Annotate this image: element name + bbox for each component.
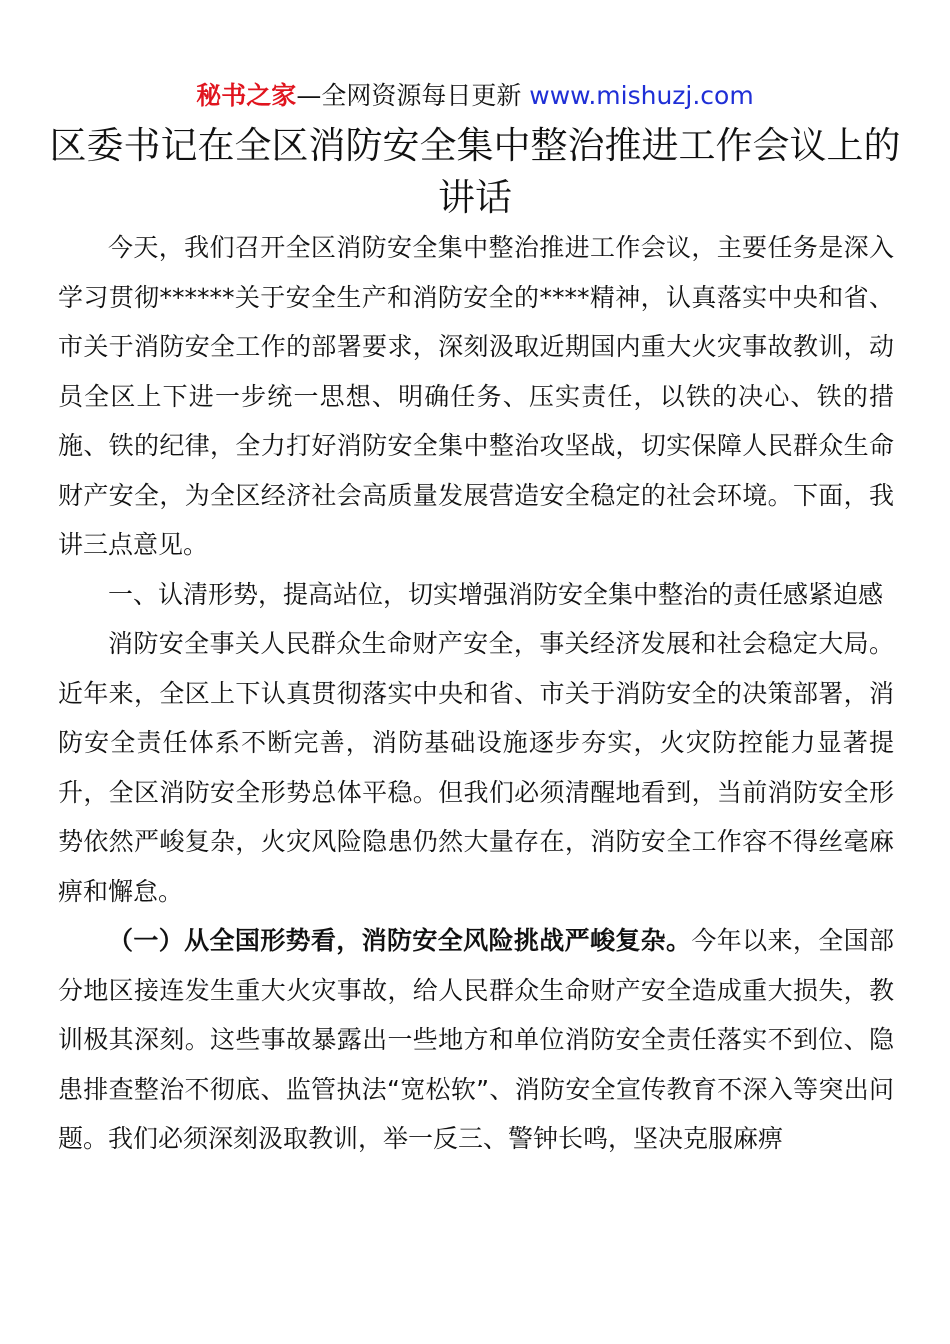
brand-name: 秘书之家 [196, 81, 297, 110]
site-url[interactable]: www.mishuzj.com [529, 81, 754, 110]
site-banner [0, 78, 950, 114]
paragraph-lead: （一）从全国形势看，消防安全风险挑战严峻复杂。 [108, 926, 692, 955]
paragraph-situation [58, 619, 894, 916]
paragraph-text: 今天，我们召开全区消防安全集中整治推进工作会议，主要任务是深入学习贯彻******关于安全生产和消防安全的****精神，认真落实中央和省、市关于消防安全工作的部署要求，深刻汲取近期国内重大火灾事故教训，动员全区上下进一步统一思想、明确任务、压实责任，以铁的决心、铁的措施、铁的纪律，全力打好消防安全集中整治攻坚战，切实保障人民群众生命财产安全，为全区经济社会高质量发展营造安全稳定的社会环境。下面，我讲三点意见。 [58, 233, 894, 559]
paragraph-text: 今年以来，全国部分地区接连发生重大火灾事故，给人民群众生命财产安全造成重大损失，教训极其深刻。这些事故暴露出一些地方和单位消防安全责任落实不到位、隐患排查整治不彻底、监管执法“宽松软”、消防安全宣传教育不深入等突出问题。我们必须深刻汲取教训，举一反三、警钟长鸣，坚决克服麻痹 [58, 926, 894, 1153]
section-heading-1 [58, 570, 894, 620]
document-title: 区委书记在全区消防安全集中整治推进工作会议上的讲话 [49, 124, 901, 219]
paragraph-intro [58, 223, 894, 570]
paragraph-text: 一、认清形势，提高站位，切实增强消防安全集中整治的责任感紧迫感 [108, 579, 884, 609]
paragraph-text: 消防安全事关人民群众生命财产安全，事关经济发展和社会稳定大局。近年来，全区上下认真贯彻落实中央和省、市关于消防安全的决策部署，消防安全责任体系不断完善，消防基础设施逐步夯实，火灾防控能力显著提升，全区消防安全形势总体平稳。但我们必须清醒地看到，当前消防安全形势依然严峻复杂，火灾风险隐患仍然大量存在，消防安全工作容不得丝毫麻痹和懈怠。 [58, 629, 894, 906]
document-body [58, 223, 894, 1164]
banner-tagline: —全网资源每日更新 [296, 81, 522, 110]
paragraph-national [58, 916, 894, 1164]
